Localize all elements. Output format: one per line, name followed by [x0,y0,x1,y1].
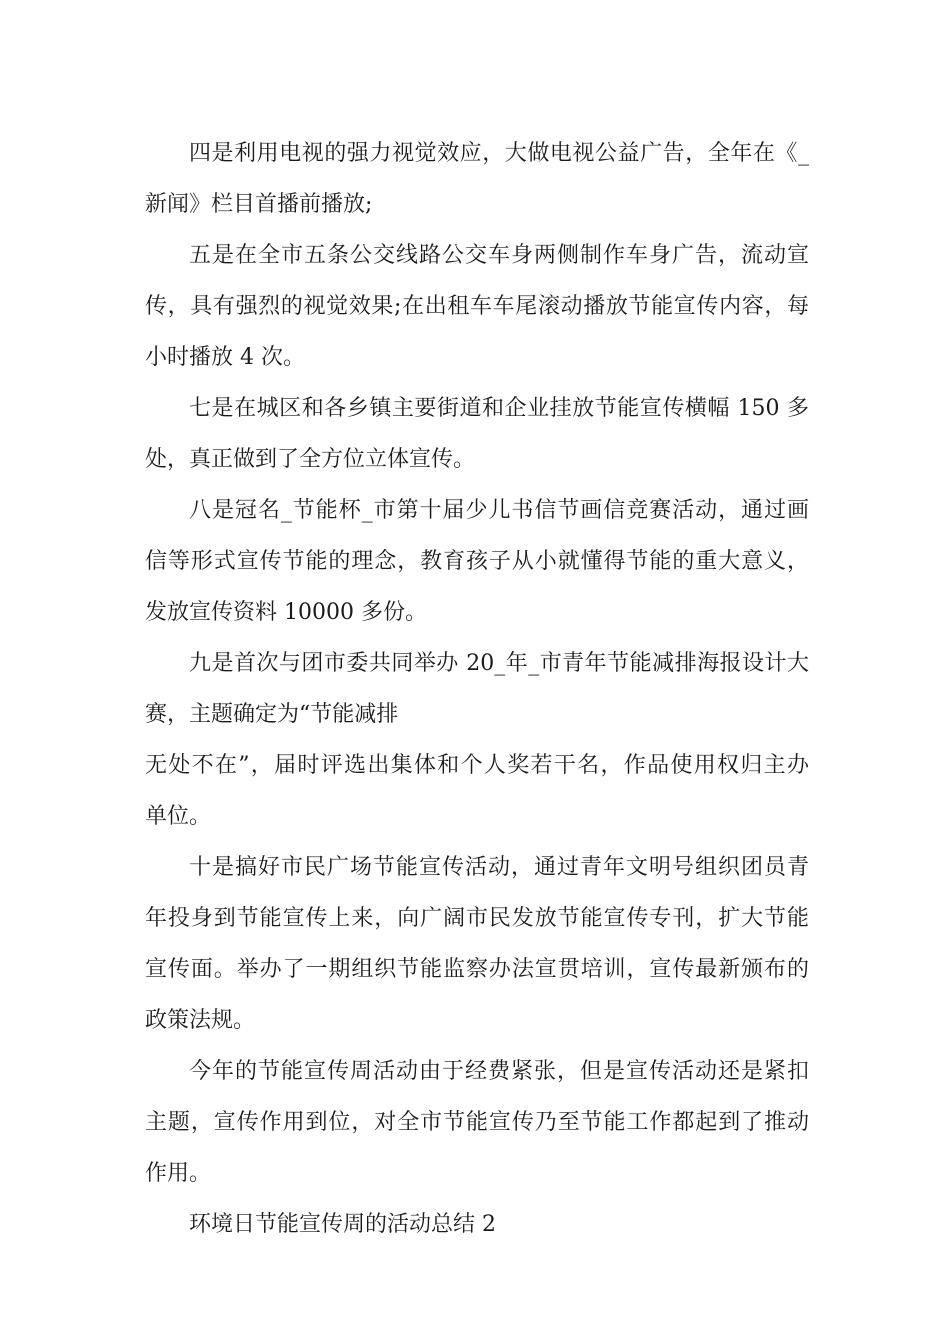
text-line: 四是利用电视的强力视觉效应，大做电视公益广告，全年在《_ [189,141,809,166]
text-line: 作用。 [145,1161,212,1186]
text-line: 无处不在”，届时评选出集体和个人奖若干名，作品使用权归主办 [145,753,809,778]
text-line: 赛，主题确定为“节能减排 [145,702,399,727]
text-line: 九是首次与团市委共同举办 20_年_市青年节能减排海报设计大 [189,651,809,676]
text-line: 单位。 [145,804,212,829]
text-line: 五是在全市五条公交线路公交车身两侧制作车身广告，流动宣 [189,243,809,268]
text-line: 年投身到节能宣传上来，向广阔市民发放节能宣传专刊，扩大节能 [145,906,809,931]
text-line: 处，真正做到了全方位立体宣传。 [145,447,476,472]
text-line: 信等形式宣传节能的理念，教育孩子从小就懂得节能的重大意义， [145,549,809,574]
text-line: 发放宣传资料 10000 多份。 [145,600,427,625]
text-line: 小时播放 4 次。 [145,345,305,370]
text-line: 新闻》栏目首播前播放; [145,192,373,217]
section-heading: 环境日节能宣传周的活动总结 2 [189,1212,496,1237]
text-line: 十是搞好市民广场节能宣传活动，通过青年文明号组织团员青 [189,855,809,880]
text-line: 宣传面。举办了一期组织节能监察办法宣贯培训，宣传最新颁布的 [145,957,809,982]
text-line: 七是在城区和各乡镇主要街道和企业挂放节能宣传横幅 150 多 [189,396,809,421]
text-line: 传，具有强烈的视觉效果;在出租车车尾滚动播放节能宣传内容，每 [145,294,809,319]
text-line: 八是冠名_节能杯_市第十届少儿书信节画信竞赛活动，通过画 [189,498,809,523]
text-line: 今年的节能宣传周活动由于经费紧张，但是宣传活动还是紧扣 [189,1059,809,1084]
text-line: 主题，宣传作用到位，对全市节能宣传乃至节能工作都起到了推动 [145,1110,809,1135]
document-body [145,128,809,1250]
text-line: 政策法规。 [145,1008,256,1033]
